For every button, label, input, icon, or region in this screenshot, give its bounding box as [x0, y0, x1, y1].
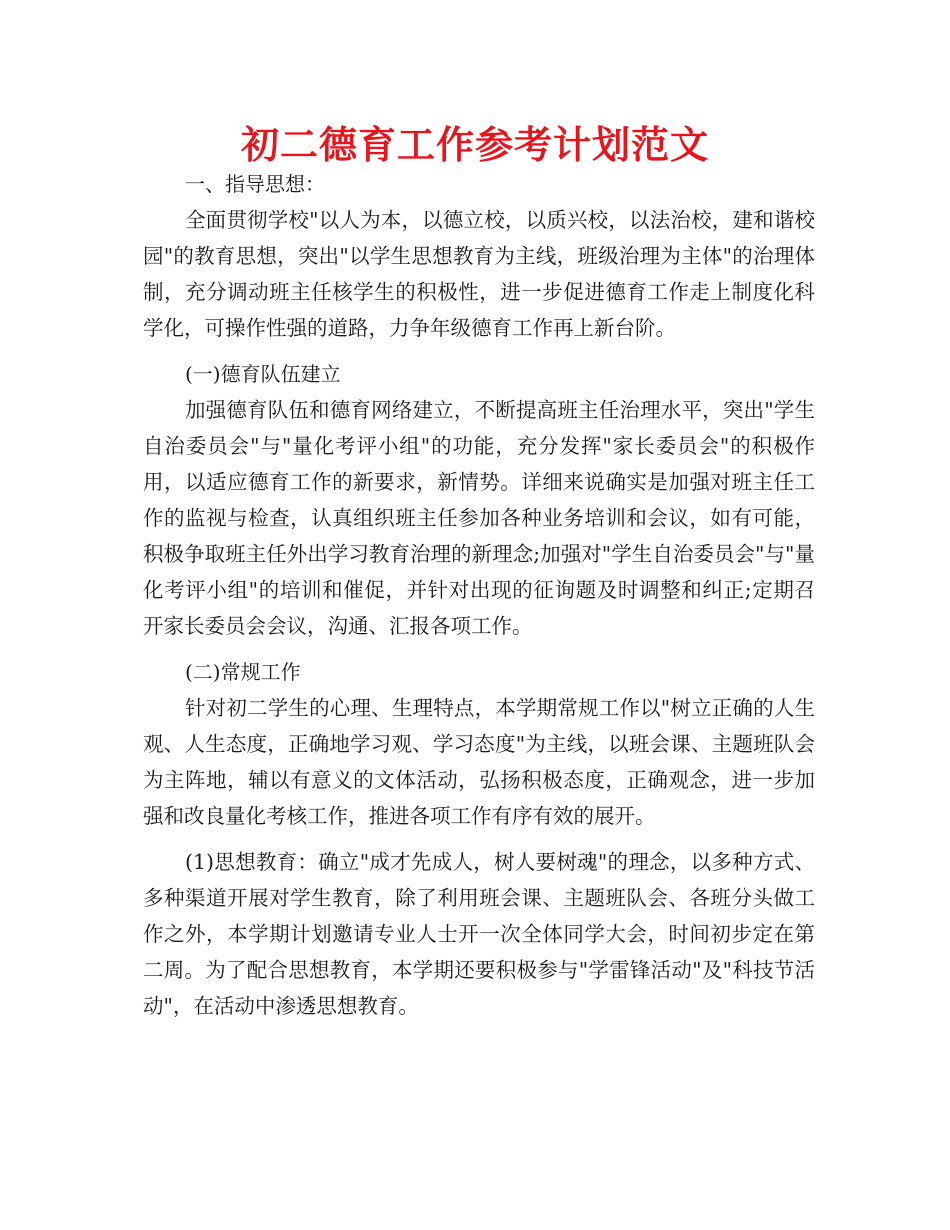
section-heading-moral-team: (一)德育队伍建立 [185, 362, 341, 386]
paragraph-ideological-education: (1)思想教育：确立"成才先成人，树人要树魂"的理念，以多种方式、多种渠道开展对学生教育，除了利用班会课、主题班队会、各班分头做工作之外，本学期计划邀请专业人士开一次全体同学大会，时间初步定在第二周。为了配合思想教育，本学期还要积极参与"学雷锋活动"及"科技节活动"，在活动中渗透思想教育。 [143, 850, 815, 1018]
section-heading-guiding-thought: 一、指导思想： [185, 172, 325, 196]
document-title: 初二德育工作参考计划范文 [240, 122, 709, 167]
paragraph-moral-team: 加强德育队伍和德育网络建立，不断提高班主任治理水平，突出"学生自治委员会"与"量化考评小组"的功能，充分发挥"家长委员会"的积极作用，以适应德育工作的新要求，新情势。详细来说确实是加强对班主任工作的监视与检查，认真组织班主任参加各种业务培训和会议，如有可能，积极争取班主任外出学习教育治理的新理念;加强对"学生自治委员会"与"量化考评小组"的培训和催促，并针对出现的征询题及时调整和纠正;定期召开家长委员会会议，沟通、汇报各项工作。 [143, 398, 815, 638]
paragraph-routine-work: 针对初二学生的心理、生理特点，本学期常规工作以"树立正确的人生观、人生态度，正确地学习观、学习态度"为主线，以班会课、主题班队会为主阵地，辅以有意义的文体活动，弘扬积极态度，正确观念，进一步加强和改良量化考核工作，推进各项工作有序有效的展开。 [143, 696, 815, 828]
paragraph-guiding-thought: 全面贯彻学校"以人为本，以德立校，以质兴校，以法治校，建和谐校园"的教育思想，突出"以学生思想教育为主线，班级治理为主体"的治理体制，充分调动班主任核学生的积极性，进一步促进德育工作走上制度化科学化，可操作性强的道路，力争年级德育工作再上新台阶。 [143, 208, 815, 340]
document-body [143, 166, 815, 1024]
section-heading-routine-work: (二)常规工作 [185, 660, 301, 684]
